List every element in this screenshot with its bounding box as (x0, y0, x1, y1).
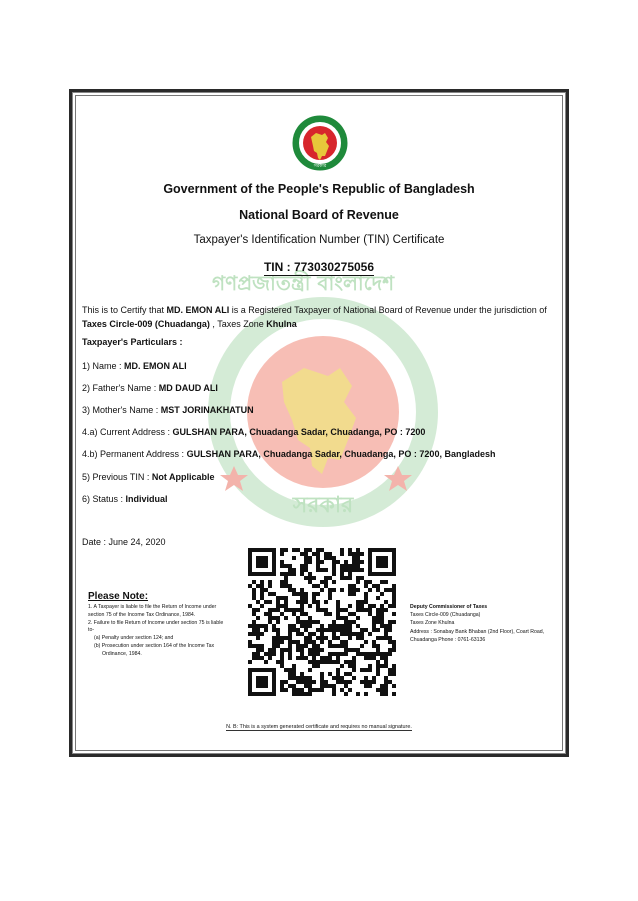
label: 1) Name : (82, 361, 125, 371)
note-line: section 75 of the Income Tax Ordinance, 1984. (88, 611, 196, 618)
intro-text-3: , Taxes Zone (209, 319, 267, 329)
emblem-bottom-text: সরকার (313, 164, 327, 169)
particulars-heading: Taxpayer's Particulars : (82, 337, 183, 347)
note-body (88, 604, 238, 659)
deputy-circle: Taxes Circle-009 (Chuadanga) (410, 612, 481, 619)
certification-statement (82, 303, 552, 331)
label: 2) Father's Name : (82, 383, 159, 393)
note-line: Ordinance, 1984. (102, 650, 142, 657)
note-line: 2. Failure to file Return of Income under section 75 is liable (88, 619, 224, 626)
particular-name (82, 361, 187, 371)
intro-text-2: is a Registered Taxpayer of National Board of Revenue under the jurisdiction of (229, 305, 547, 315)
note-line: 1. A Taxpayer is liable to file the Return of Income under (88, 604, 217, 610)
tin-number (0, 260, 638, 274)
value: MD DAUD ALI (158, 383, 218, 393)
note-title: Please Note: (88, 591, 149, 602)
tin-value: TIN : 773030275056 (263, 260, 375, 274)
certificate-title: Taxpayer's Identification Number (TIN) Certificate (193, 234, 445, 246)
board-title: National Board of Revenue (239, 208, 399, 222)
emblem-top-text: গণপ্রজাতন্ত্রী বাংলাদেশ (292, 111, 330, 116)
watermark-bottom-text: সরকার (292, 493, 354, 518)
deputy-phone: Chuadanga Phone : 0761-63136 (410, 636, 486, 643)
value: Individual (125, 494, 168, 504)
intro-circle: Taxes Circle-009 (Chuadanga) (82, 319, 210, 329)
qr-code (248, 548, 396, 698)
government-title: Government of the People's Republic of Bangladesh (163, 182, 475, 196)
intro-zone: Khulna (266, 319, 297, 329)
label: 3) Mother's Name : (82, 405, 161, 415)
government-emblem-icon (292, 111, 348, 171)
intro-text-1: This is to Certify that (82, 305, 167, 315)
particular-previous-tin (82, 472, 215, 482)
deputy-zone: Taxes Zone Khulna (410, 620, 455, 627)
footnote (0, 724, 638, 730)
note-line: (b) Prosecution under section 164 of the Income Tax (94, 642, 215, 649)
particular-current-address (82, 427, 425, 437)
footnote-text: N. B: This is a system generated certificate and requires no manual signature. (226, 724, 412, 730)
value: GULSHAN PARA, Chuadanga Sadar, Chuadanga, PO : 7200, Bangladesh (186, 449, 496, 459)
issue-date: Date : June 24, 2020 (82, 537, 166, 547)
deputy-address: Address : Sonabay Bank Bhaban (2nd Floor), Coart Road, (410, 628, 545, 635)
label: 4.a) Current Address : (82, 427, 173, 437)
deputy-commissioner-block (410, 603, 570, 644)
watermark-arc-text: গণপ্রজাতন্ত্রী বাংলাদেশ (212, 271, 395, 295)
intro-name: MD. EMON ALI (166, 305, 230, 315)
particular-mother (82, 405, 254, 415)
value: MST JORINAKHATUN (160, 405, 254, 415)
note-line: (a) Penalty under section 124; and (94, 635, 174, 642)
particular-father (82, 383, 218, 393)
note-line: to- (88, 627, 95, 634)
value: Not Applicable (151, 472, 215, 482)
deputy-title: Deputy Commissioner of Taxes (410, 604, 488, 610)
label: 6) Status : (82, 494, 126, 504)
label: 5) Previous TIN : (82, 472, 152, 482)
particular-permanent-address (82, 449, 495, 459)
label: 4.b) Permanent Address : (82, 449, 187, 459)
value: GULSHAN PARA, Chuadanga Sadar, Chuadanga, PO : 7200 (172, 427, 426, 437)
value: MD. EMON ALI (124, 361, 187, 371)
particular-status (82, 494, 168, 504)
